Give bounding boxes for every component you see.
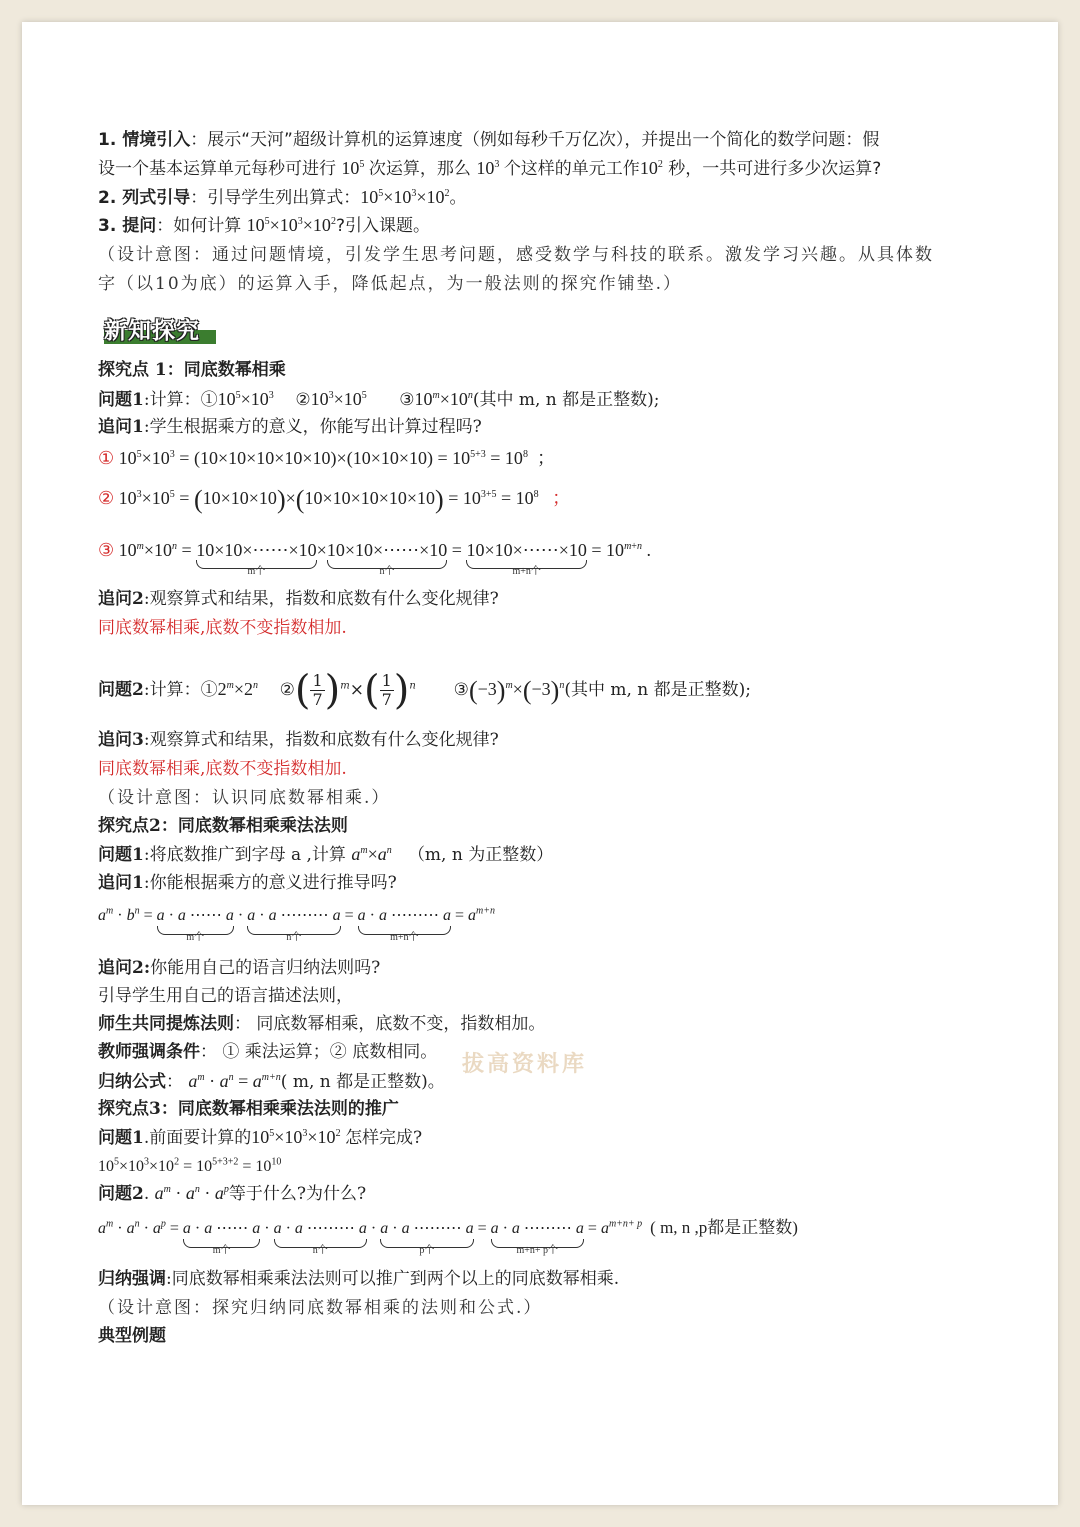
problem-4: 问题1.前面要计算的$10^5\times 10^3\times 10^2$ 怎样完成? <box>98 1127 423 1148</box>
underbrace-mn: a · a ⋯⋯⋯ a m+n个 <box>357 907 451 943</box>
typical-examples-heading: 典型例题 <box>98 1326 166 1346</box>
explore-point-3: 探究点3：同底数幂相乘乘法法则的推广 <box>98 1099 399 1119</box>
section-heading: 新知探究 <box>104 312 200 345</box>
power-computation: $10^5\times 10^3\times 10^2 = 10^{5+3+2} = 10^{10}$ <box>98 1156 282 1175</box>
design-note-1-cont: 字（以10为底）的运算入手，降低起点，为一般法则的探究作铺垫.） <box>98 274 683 294</box>
problem-5: 问题2. $a^m \cdot a^n \cdot a^p$等于什么?为什么? <box>98 1183 367 1204</box>
problem-1: 问题1:计算：$①10^5\times 10^3$ $②10^3\times 10^5$ $③10^m\times 10^n$(其中 m, n 都是正整数); <box>98 389 660 410</box>
formula-line: 归纳公式： $a^m \cdot a^n = a^{m+n}$( m, n 都是正整数)。 <box>98 1071 445 1092</box>
guide-line: 引导学生用自己的语言描述法则， <box>98 986 353 1006</box>
follow-up-3: 追问3:观察算式和结果，指数和底数有什么变化规律? <box>98 730 499 750</box>
design-note-3: （设计意图：探究归纳同底数幂相乘的法则和公式.） <box>98 1298 543 1318</box>
teacher-conditions: 教师强调条件： ① 乘法运算；② 底数相同。 <box>98 1042 438 1062</box>
three-power-expansion: $a^m \cdot a^n \cdot a^p = a \cdot a$ ⋯⋯ a m个 · a · a ⋯⋯⋯ a n个 · a · a ⋯⋯⋯ a p个 = a · a ⋯⋯⋯ a m+n+ p个 = $a^{m+n+ p}$ ( m, n ,p都是正整数) <box>98 1218 798 1256</box>
expansion-3: ③ $10^m\times 10^n$ = 10×10×⋯⋯×10 m个 ×10×10×⋯⋯×10 n个 = 10×10×⋯⋯×10 m+n个 = $10^{m+n}$ . <box>98 540 651 577</box>
design-note-1: （设计意图：通过问题情境，引发学生思考问题，感受数学与科技的联系。激发学习兴趣。从具体数 <box>98 245 934 265</box>
explore-point-1: 探究点 1：同底数幂相乘 <box>98 360 286 380</box>
underbrace-n: 10×10×⋯⋯×10 n个 <box>326 540 448 577</box>
follow-up-4: 追问1:你能根据乘方的意义进行推导吗? <box>98 873 397 893</box>
document-page <box>22 22 1058 1505</box>
watermark: 拔高资料库 <box>462 1051 588 1077</box>
underbrace-p: a · a ⋯⋯⋯ a p个 <box>380 1220 474 1256</box>
problem-2: 问题2:计算：$①2^m\times 2^n$ ②( $\frac{1}{7}$ )$^m$×( $\frac{1}{7}$ )$^n$ $③(-3)^m\times(-3)^n$(其中 m, n 都是正整数); <box>98 667 752 714</box>
follow-up-2: 追问2:观察算式和结果，指数和底数有什么变化规律? <box>98 589 499 609</box>
underbrace-n: a · a ⋯⋯⋯ a n个 <box>273 1220 367 1256</box>
expansion-2: ② $10^3\times 10^5 = (10\times 10\times 10)\times(10\times 10\times 10\times 10\times 10) = 10^{3+5} = 10^8$ ； <box>98 484 571 514</box>
problem-3: 问题1:将底数推广到字母 a ,计算 $a^m\times a^n$ （m, n 为正整数） <box>98 844 554 865</box>
underbrace-mn: 10×10×⋯⋯×10 m+n个 <box>466 540 587 577</box>
underbrace-n: a · a ⋯⋯⋯ a n个 <box>247 907 341 943</box>
follow-up-5: 追问2:你能用自己的语言归纳法则吗? <box>98 958 381 978</box>
underbrace-m: a · a ⋯⋯ a m个 <box>182 1220 261 1256</box>
general-expansion: $a^m \cdot b^n = a \cdot a$ ⋯⋯ a m个 · a · a ⋯⋯⋯ a n个 = a · a ⋯⋯⋯ a m+n个 = $a^{m+n}$ <box>98 905 495 943</box>
explore-point-2: 探究点2：同底数幂相乘乘法法则 <box>98 816 348 836</box>
underbrace-m: a · a ⋯⋯ a m个 <box>156 907 234 943</box>
underbrace-mnp: a · a ⋯⋯⋯ a m+n+ p个 <box>490 1220 584 1256</box>
line-scenario: 1. 情境引入：展示“天河”超级计算机的运算速度（例如每秒千万亿次），并提出一个简化的数学问题：假 <box>98 130 880 150</box>
line-question: 3. 提问：如何计算 $10^5\times 10^3\times 10^2$?引入课题。 <box>98 215 430 236</box>
rule-answer-1: 同底数幂相乘,底数不变指数相加. <box>98 618 347 638</box>
follow-up-1: 追问1:学生根据乘方的意义，你能写出计算过程吗? <box>98 417 482 437</box>
design-note-2: （设计意图：认识同底数幂相乘.） <box>98 788 391 808</box>
rule-answer-2: 同底数幂相乘,底数不变指数相加. <box>98 759 347 779</box>
expansion-1: ① $10^5\times 10^3 = (10\times 10\times 10\times 10\times 10)\times(10\times 10\times 10) = 10^{5+3} = 10^8$ ； <box>98 448 555 468</box>
line-formula-guide: 2. 列式引导：引导学生列出算式：$10^5\times 10^3\times 10^2$。 <box>98 187 467 208</box>
line-scenario-2: 设一个基本运算单元每秒可进行 $10^5$ 次运算，那么 $10^3$ 个这样的单元工作$10^2$ 秒，一共可进行多少次运算? <box>98 158 882 179</box>
rule-summary: 师生共同提炼法则： 同底数幂相乘，底数不变，指数相加。 <box>98 1014 546 1034</box>
summary-emphasis: 归纳强调:同底数幂相乘乘法法则可以推广到两个以上的同底数幂相乘. <box>98 1269 620 1289</box>
underbrace-m: 10×10×⋯⋯×10 m个 <box>196 540 317 577</box>
